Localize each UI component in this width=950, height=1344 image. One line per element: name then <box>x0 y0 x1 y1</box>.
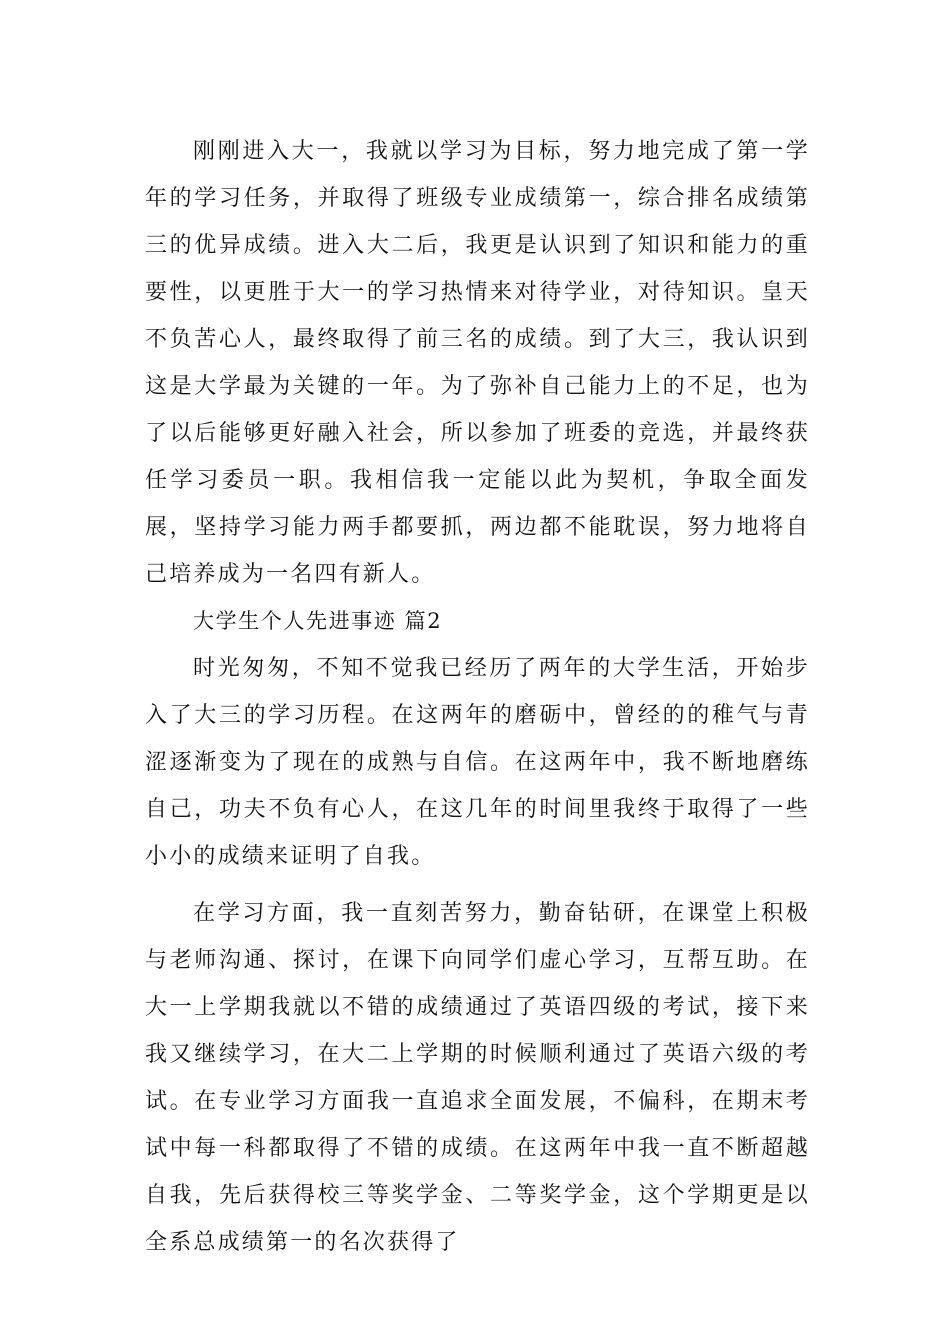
document-body <box>145 128 810 1266</box>
paragraph-3: 在学习方面，我一直刻苦努力，勤奋钻研，在课堂上积极与老师沟通、探讨，在课下向同学们虚心学习，互帮互助。在大一上学期我就以不错的成绩通过了英语四级的考试，接下来我又继续学习，在大二上学期的时候顺利通过了英语六级的考试。在专业学习方面我一直追求全面发展，不偏科，在期末考试中每一科都取得了不错的成绩。在这两年中我一直不断超越自我，先后获得校三等奖学金、二等奖学金，这个学期更是以全系总成绩第一的名次获得了 <box>145 901 810 1255</box>
paragraph-2: 时光匆匆，不知不觉我已经历了两年的大学生活，开始步入了大三的学习历程。在这两年的磨砺中，曾经的的稚气与青涩逐渐变为了现在的成熟与自信。在这两年中，我不断地磨练自己，功夫不负有心人，在这几年的时间里我终于取得了一些小小的成绩来证明了自我。 <box>145 656 810 869</box>
section-heading: 大学生个人先进事迹 篇2 <box>193 609 443 633</box>
paragraph-1: 刚刚进入大一，我就以学习为目标，努力地完成了第一学年的学习任务，并取得了班级专业成绩第一，综合排名成绩第三的优异成绩。进入大二后，我更是认识到了知识和能力的重要性，以更胜于大一的学习热情来对待学业，对待知识。皇天不负苦心人，最终取得了前三名的成绩。到了大三，我认识到这是大学最为关键的一年。为了弥补自己能力上的不足，也为了以后能够更好融入社会，所以参加了班委的竞选，并最终获任学习委员一职。我相信我一定能以此为契机，争取全面发展，坚持学习能力两手都要抓，两边都不能耽误，努力地将自己培养成为一名四有新人。 <box>145 139 810 587</box>
